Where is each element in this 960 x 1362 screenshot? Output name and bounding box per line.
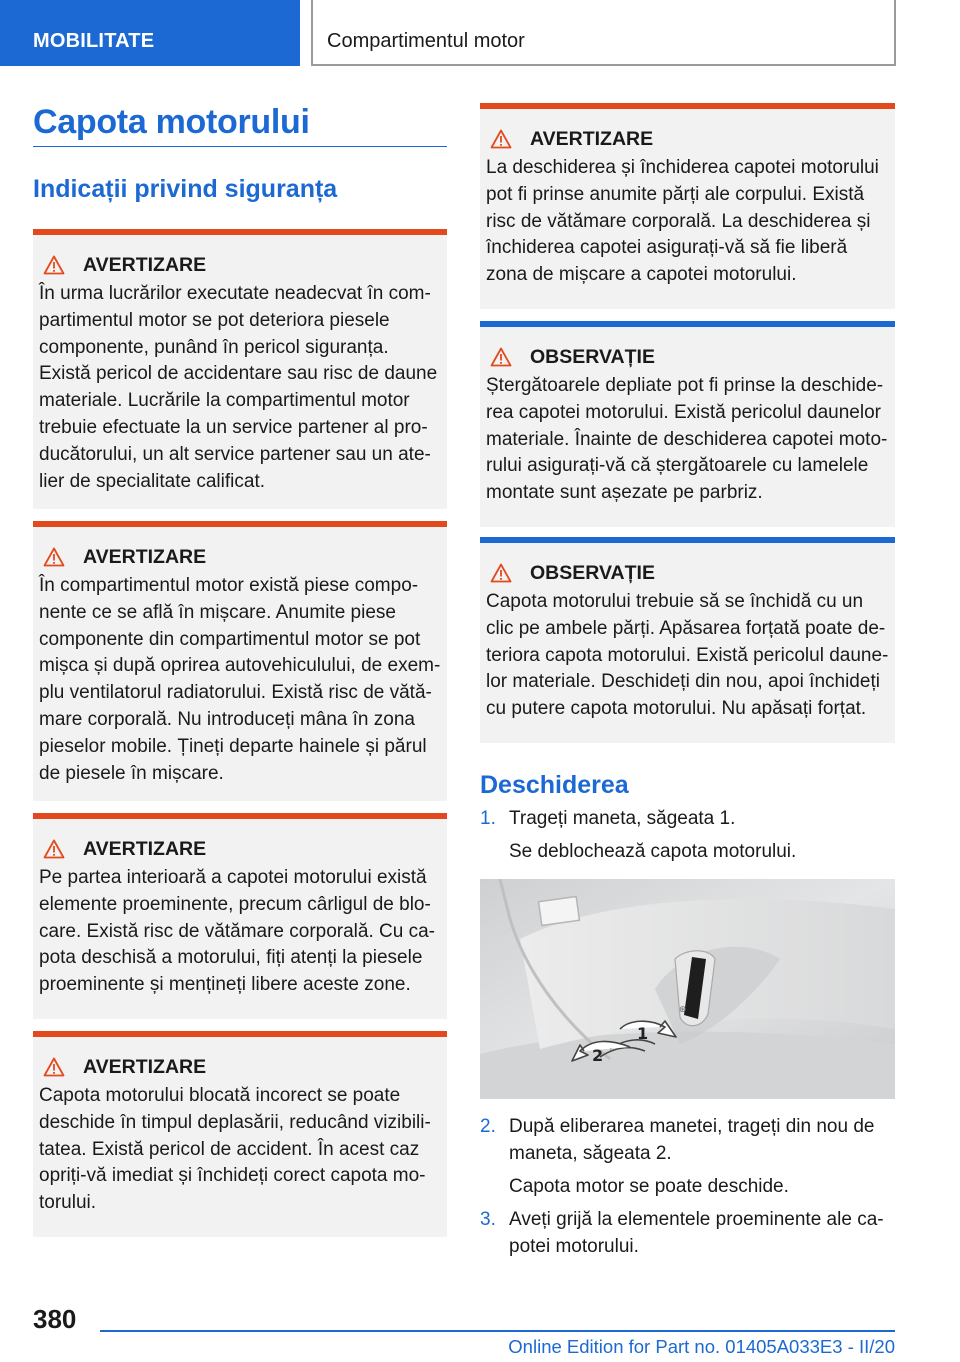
warning-title — [39, 545, 441, 569]
notice-triangle-icon — [490, 347, 512, 367]
notice-title-text: OBSERVAȚIE — [530, 346, 655, 368]
warning-triangle-icon — [43, 547, 65, 567]
step-item — [480, 1113, 895, 1167]
warning-title — [486, 127, 889, 151]
svg-text:⊛: ⊛ — [679, 1005, 687, 1015]
warning-title-text: AVERTIZARE — [83, 838, 207, 860]
warning-triangle-icon — [490, 129, 512, 149]
warning-box — [33, 813, 447, 1019]
warning-text: În compartimentul motor există piese compo-nente ce se află în mișcare. Anumite piese componente din compartimentul motor se pot mișca și după oprirea autovehiculului, de exem-plu ventilatorul radiatorului. Există risc de vătă-mare corporală. Nu introduceți mâna în zona pieselor mobile. Țineți departe hainele și părul de piesele în mișcare. — [39, 575, 441, 784]
notice-title-text: OBSERVAȚIE — [530, 562, 655, 584]
step-number: 3. — [480, 1209, 496, 1230]
warning-title — [39, 253, 441, 277]
warning-triangle-icon — [43, 255, 65, 275]
warning-text: Pe partea interioară a capotei motorului există elemente proeminente, precum cârligul de blo-care. Există risc de vătămare corporală. Cu ca-pota deschisă a motorului, fiți atenți la piesele proeminente și mențineți libere aceste zone. — [39, 867, 435, 996]
warning-triangle-icon — [43, 1057, 65, 1077]
notice-title — [486, 561, 889, 585]
header-chapter-title: Compartimentul motor — [311, 0, 896, 66]
notice-box — [480, 321, 895, 527]
step-text: Trageți maneta, săgeata 1. — [509, 808, 736, 829]
arrow-2-label: 2 — [592, 1046, 604, 1065]
footer-edition: Online Edition for Part no. 01405A033E3 - II/20 — [508, 1336, 895, 1357]
warning-text: În urma lucrărilor executate neadecvat în com-partimentul motor se pot deteriora piesele componente, punând în pericol siguranța. Există pericol de accidentare sau risc de daune materiale. Lucrările la compartimentul motor trebuie efectuate la un service partener al pro-ducătorului, un alt service partener sau un ate-lier de specialitate calificat. — [39, 283, 438, 492]
page-title: Capota motorului — [33, 100, 447, 147]
hood-release-photo — [480, 879, 895, 1099]
footer-rule — [100, 1330, 895, 1332]
step-result: Se deblochează capota motorului. — [509, 841, 797, 862]
warning-text: Capota motorului blocată incorect se poate deschide în timpul deplasării, reducând vizibili-tatea. Există pericol de accident. În acest caz opriți-vă imediat și închideți corect capota mo-torului. — [39, 1085, 431, 1214]
notice-text: Capota motorului trebuie să se închidă cu un clic pe ambele părți. Apăsarea forțată poate de-teriora capota motorului. Există pericolul daune-lor materiale. Deschideți din nou, apoi închideți cu putere capota motorului. Nu apăsați forțat. — [486, 591, 889, 720]
warning-box — [33, 521, 447, 801]
opening-heading: Deschiderea — [480, 771, 629, 799]
notice-title — [486, 345, 889, 369]
hood-release-illustration — [480, 879, 895, 1099]
warning-title — [39, 1055, 441, 1079]
header-section-tab: MOBILITATE — [0, 0, 300, 66]
step-number: 2. — [480, 1116, 496, 1137]
warning-title — [39, 837, 441, 861]
page-number: 380 — [33, 1304, 77, 1334]
left-column — [33, 100, 447, 1237]
step-text: După eliberarea manetei, trageți din nou de maneta, săgeata 2. — [509, 1116, 875, 1164]
arrow-1-label: 1 — [637, 1024, 649, 1043]
warning-box — [33, 1031, 447, 1237]
warning-box — [33, 229, 447, 509]
notice-text: Ștergătoarele depliate pot fi prinse la deschide-rea capotei motorului. Există pericolul daunelor materiale. Înainte de deschiderea capotei moto-rului asigurați-vă că ștergătoarele cu lamelele montate sunt așezate pe parbriz. — [486, 375, 888, 504]
warning-title-text: AVERTIZARE — [83, 254, 207, 276]
notice-triangle-icon — [490, 563, 512, 583]
warning-title-text: AVERTIZARE — [83, 546, 207, 568]
step-result: Capota motor se poate deschide. — [509, 1176, 789, 1197]
warning-title-text: AVERTIZARE — [83, 1056, 207, 1078]
right-column — [480, 103, 895, 1260]
warning-box — [480, 103, 895, 309]
step-item — [480, 805, 895, 832]
step-number: 1. — [480, 808, 496, 829]
notice-box — [480, 537, 895, 743]
warning-text: La deschiderea și închiderea capotei motorului pot fi prinse anumite părți ale corpului. Există risc de vătămare corporală. La deschiderea și închiderea capotei asigurați-vă să fie liberă zona de mișcare a capotei motorului. — [486, 157, 879, 286]
step-text: Aveți grijă la elementele proeminente ale ca-potei motorului. — [509, 1209, 884, 1257]
warning-triangle-icon — [43, 839, 65, 859]
step-item — [480, 1206, 895, 1260]
safety-heading: Indicații privind siguranța — [33, 175, 338, 203]
warning-title-text: AVERTIZARE — [530, 128, 654, 150]
opening-steps — [480, 805, 895, 1260]
